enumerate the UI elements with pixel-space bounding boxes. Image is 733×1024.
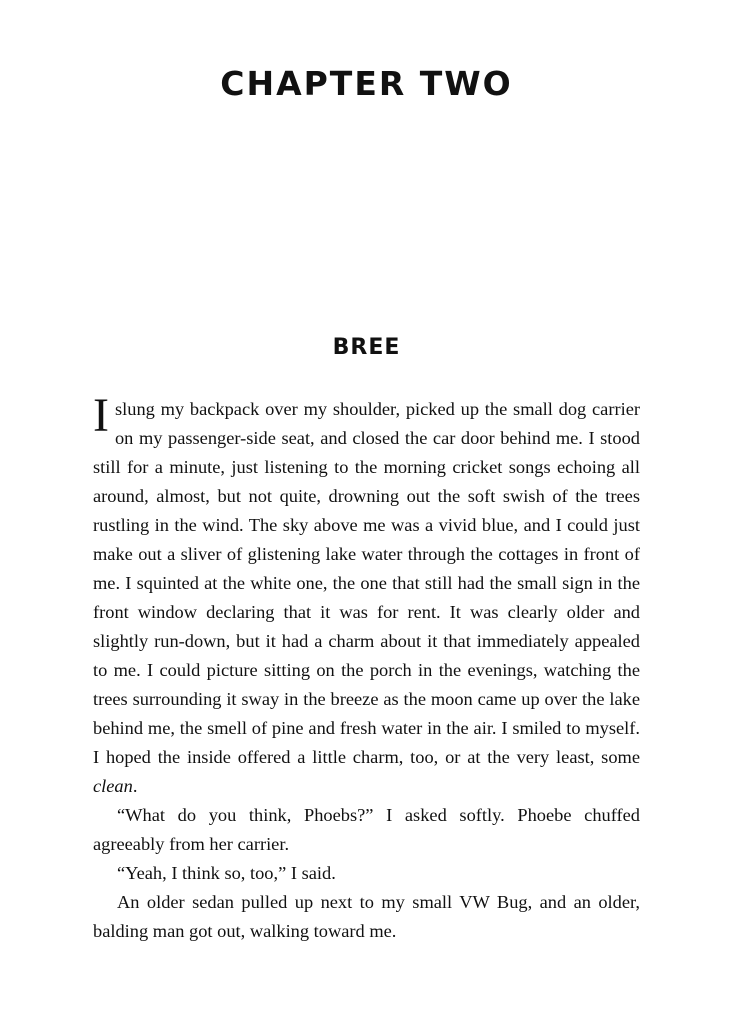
paragraph-1-italic: clean xyxy=(93,776,133,796)
paragraph-4: An older sedan pulled up next to my small VW Bug, and an older, balding man got out, walking toward me. xyxy=(93,892,640,941)
paragraph-1-end: . xyxy=(132,776,138,796)
body-text xyxy=(93,389,640,946)
paragraph-1 xyxy=(93,389,640,801)
paragraph-3: “Yeah, I think so, too,” I said. xyxy=(117,863,336,883)
drop-cap: I xyxy=(93,389,109,442)
chapter-pov-heading: BREE xyxy=(332,335,401,360)
paragraph-1-text: slung my backpack over my shoulder, picked up the small dog carrier on my passenger-side seat, and closed the car door behind me. I stood still for a minute, just listening to the morning cricket songs echoing all around, almost, but not quite, drowning out the soft swish of the trees rustling in the wind. The sky above me was a vivid blue, and I could just make out a sliver of glistening lake water through the cottages in front of me. I squinted at the white one, the one that still had the small sign in the front window declaring that it was for rent. It was clearly older and slightly run-down, but it had a charm about it that immediately appealed to me. I could picture sitting on the porch in the evenings, watching the trees surrounding it sway in the breeze as the moon came up over the lake behind me, the smell of pine and fresh water in the air. I smiled to myself. I hoped the inside offered a little charm, too, or at the very least, some xyxy=(93,399,640,767)
paragraph-2: “What do you think, Phoebs?” I asked softly. Phoebe chuffed agreeably from her carrier. xyxy=(93,805,640,854)
chapter-title: CHAPTER TWO xyxy=(220,64,513,103)
